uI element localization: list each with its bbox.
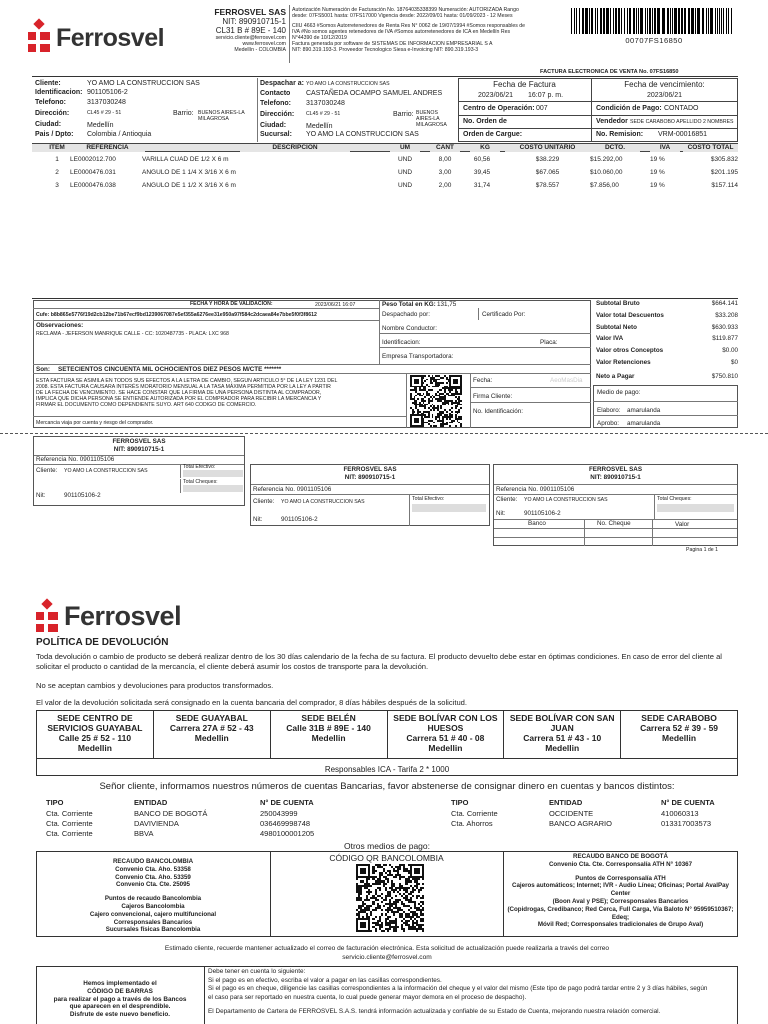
bancolombia-line: Convenio Cta. Cte. 25095	[116, 881, 190, 889]
sede-city: Medellin	[428, 743, 463, 753]
sede-name: SEDE BOLÍVAR CON LOS HUESOS	[393, 713, 498, 733]
company-nit: NIT: 890910715-1	[222, 17, 286, 26]
table-cell: 3	[55, 182, 59, 189]
stub-ref: Referencia No. 0901105106	[36, 456, 115, 463]
table-cell: 2,00	[438, 182, 452, 189]
stub-company: FERROSVEL SAS	[343, 466, 397, 473]
remision: VRM-00016851	[658, 131, 708, 138]
account-cell: DAVIVIENDA	[134, 819, 179, 828]
account-cell: 250043999	[260, 809, 298, 818]
account-cell: OCCIDENTE	[549, 809, 594, 818]
table-cell: $38.229	[535, 156, 560, 163]
column-header: DESCRIPCION	[240, 144, 350, 152]
auth-line: IVA #No somos agentes retenedores de IVA #Somos autorretenedores de ICA en Medellín Res	[292, 29, 511, 35]
client-dir-label: Dirección:	[35, 110, 70, 117]
table-cell: 8,00	[438, 156, 452, 163]
seller: SEDE CARABOBO APELLIDO 2 NOMBRES	[630, 119, 734, 125]
note-line: Si el pago es en cheque, diligencie las casillas correspondientes a la información del cheque y el valor del mismo (Este tipo de pago podrá tardar entre 2 y 3 días hábiles, según	[208, 985, 708, 992]
amount-in-words: SETECIENTOS CINCUENTA MIL OCHOCIENTOS DIEZ PESOS M/CTE *******	[58, 366, 282, 373]
account-header: ENTIDAD	[549, 798, 583, 807]
son-label: Son:	[36, 366, 50, 373]
auth-line: Factura generada por software de SISTEMAS DE INFORMACION EMPRESARIAL S A	[292, 41, 493, 47]
total-label: Subtotal Bruto	[596, 300, 640, 307]
table-cell: 1	[55, 156, 59, 163]
bogota-line: (Boon Aval y PSE); Corresponsales Bancarios	[552, 897, 689, 905]
signature-watermark: AeoMasDia	[550, 377, 583, 384]
contact-label: Contacto	[260, 90, 291, 97]
auth-line: CIIU 4663 #Somos Autorretenedores de Renta Res N° 0062 de 19/07/1994 #Somos responsables de	[292, 23, 526, 29]
validation-label: FECHA Y HORA DE VALIDACION:	[190, 301, 273, 307]
ferrosvel-logo-mark	[28, 20, 50, 54]
bancolombia-line: Puntos de recaudo Bancolombia	[104, 895, 202, 903]
sede-city: Medellin	[311, 733, 346, 743]
approved-by-label: Aprobo:	[597, 420, 620, 427]
account-cell: 036469998748	[260, 819, 311, 828]
stub-client-label: Cliente:	[253, 498, 275, 505]
invoice-barcode	[571, 8, 737, 34]
legal-line: FIRMAR EL DOCUMENTO COMO DEPENDIENTE SUYO. ART 640 CODIGO DE COMERCIO.	[36, 402, 257, 408]
auth-line: Autorización Numeración de Facturación No. 18764035338399 Numeración: AUTORIZADA Rango	[292, 7, 519, 13]
sede-city: Medellin	[77, 743, 112, 753]
table-cell: 31,74	[473, 182, 491, 189]
invoice-date-label: Fecha de Factura	[493, 80, 556, 89]
barcode-promo-line: Disfrute de este nuevo beneficio.	[69, 1011, 171, 1019]
stub-nit: NIT: 890910715-1	[113, 446, 165, 453]
legal-line: 2008. ESTA FACTURA CAUSARA INTERÉS MORATORIO MENSUAL A LA TASA MÁXIMA PERMITIDA POR LA LEY A PARTIR	[36, 384, 331, 390]
note-line: Si el pago es en efectivo, escriba el valor a pagar en las casillas correspondientes.	[208, 976, 442, 984]
stub-cash-field[interactable]	[412, 504, 486, 512]
table-cell: ANGULO DE 1 1/4 X 3/16 X 6 m	[142, 169, 236, 176]
bogota-title: RECAUDO BANCO DE BOGOTÁ	[573, 853, 668, 860]
stub-company: FERROSVEL SAS	[112, 438, 166, 445]
ferrosvel-logo-mark	[36, 600, 58, 634]
bancolombia-line: Corresponsales Bancarios	[113, 918, 193, 926]
total-label: Valor IVA	[596, 335, 624, 343]
table-cell: $10.060,00	[590, 169, 623, 176]
table-cell: $15.292,00	[590, 156, 623, 163]
bogota-line: Convenio Cta. Cte. Corresponsalía ATH N° 10367	[548, 860, 693, 868]
stub-cash-label: Total Efectivo:	[412, 496, 445, 502]
account-cell: 013317003573	[661, 819, 712, 828]
company-block	[200, 7, 286, 53]
client-id-label: Identificacion:	[35, 89, 83, 96]
total-label: Subtotal Neto	[596, 323, 637, 331]
account-header: TIPO	[46, 798, 64, 807]
legal-line: ESTA FACTURA SE ASIMILA EN TODOS SUS EFECTOS A LA LETRA DE CAMBIO, SEGUN ARTICULO 5° DE LA LEY 1231 DEL	[36, 378, 338, 384]
cut-line	[0, 433, 768, 434]
logo-text: Ferrosvel	[64, 601, 182, 631]
approved-by: amarulanda	[627, 420, 661, 427]
column-header: ITEM	[32, 144, 82, 152]
account-cell: BANCO AGRARIO	[549, 819, 612, 828]
sede-name: SEDE BELÉN	[301, 713, 356, 723]
stub-cash-field[interactable]	[183, 470, 243, 477]
client-signature-label: Firma Cliente:	[473, 393, 513, 400]
payment-method-label: Medio de pago:	[597, 389, 641, 396]
legal-line: DE LA FECHA DE VENCIMIENTO. SE HACE CONSTAR QUE LA FIRMA DE UNA PERSONA DISTINTA AL COMPRADOR,	[36, 390, 322, 396]
account-cell: Cta. Corriente	[46, 829, 93, 838]
note-line: el caso para ser reportado en nuestra cuenta, lo cual puede generar mayor demora en el proceso de despacho).	[208, 993, 527, 1001]
barcode-promo-line: Hemos implementado el	[83, 980, 157, 987]
column-header: COSTO TOTAL	[683, 144, 738, 152]
check-number-header: No. Cheque	[597, 520, 631, 527]
account-header: N° DE CUENTA	[260, 798, 314, 807]
cufe: Cufe: b8b865e5776f19d2cb12be71b67ecf9bd1239067087e5ef355a6276ee31e950a97f584c2dcaea84e7bbe5f0f3f8612	[36, 312, 317, 318]
stub-nit: NIT: 890910715-1	[590, 474, 641, 481]
sede-cell	[387, 711, 504, 759]
sign-date-label: Fecha:	[473, 377, 493, 384]
check-bank-header: Banco	[528, 520, 546, 527]
table-cell: 19 %	[650, 169, 665, 176]
stub-checks-field[interactable]	[657, 504, 734, 512]
policy-title: POLÍTICA DE DEVOLUCIÓN	[36, 637, 169, 648]
stub-nit: NIT: 890910715-1	[344, 474, 396, 481]
stub-2	[250, 464, 490, 526]
ship-city-label: Ciudad:	[260, 122, 287, 129]
legal-text	[36, 378, 404, 408]
due-date: 2023/06/21	[646, 92, 683, 99]
table-cell: UND	[397, 169, 413, 176]
company-name: FERROSVEL SAS	[214, 7, 286, 17]
plate-label: Placa:	[540, 339, 558, 346]
sede-cell	[621, 711, 738, 759]
company-city: Medellín - COLOMBIA	[234, 47, 286, 53]
page-number: Pagina 1 de 1	[686, 547, 719, 553]
ship-tel-label: Telefono:	[260, 100, 291, 107]
stub-company: FERROSVEL SAS	[588, 466, 643, 473]
column-header: KG	[470, 144, 500, 152]
account-cell: Cta. Corriente	[451, 809, 498, 818]
accounts-intro: Señor cliente, informamos nuestros números de cuentas Bancarias, favor abstenerse de consignar dinero en cuentas y bancos distintos:	[99, 781, 675, 792]
bancolombia-block	[36, 858, 270, 934]
column-header: CANT	[430, 144, 460, 152]
totals-block	[596, 300, 738, 384]
payment-notes	[208, 968, 736, 1017]
update-text: Estimado cliente, recuerde mantener actualizado el correo de facturación electrónica. Esta solicitud de actualización puede realizarla a través del correo	[164, 945, 610, 952]
ship-dir-label: Dirección:	[260, 111, 295, 118]
table-cell: UND	[397, 156, 413, 163]
auth-line: NIT: 890.319.193-3. Proveedor Tecnologico Siesa e-Invoicing NIT: 890.319.193-3	[292, 47, 479, 53]
stub-nit-value: 901105106-2	[524, 510, 561, 517]
account-cell: BBVA	[134, 829, 154, 838]
table-cell: 60,56	[473, 156, 491, 163]
stub-client: YO AMO LA CONSTRUCCION SAS	[524, 497, 608, 503]
stub-1	[33, 436, 245, 506]
column-header: DCTO.	[590, 144, 640, 152]
other-payments-label: Otros medios de pago:	[344, 841, 430, 851]
total-value: $119.877	[712, 335, 738, 343]
seller-label: Vendedor	[596, 118, 628, 125]
table-cell: $201.195	[710, 169, 738, 176]
barcode-promo-line: CÓDIGO DE BARRAS	[87, 987, 153, 995]
table-cell: UND	[397, 182, 413, 189]
sede-cell	[153, 711, 270, 759]
stub-3	[493, 464, 738, 546]
bancolombia-line: Cajeros Bancolombia	[121, 902, 185, 910]
ship-tel: 3137030248	[306, 100, 345, 107]
bancolombia-line: Cajero convencional, cajero multifuncional	[89, 910, 217, 918]
table-cell: $67.065	[535, 169, 560, 176]
bogota-line: Puntos de Corresponsalía ATH	[575, 874, 666, 882]
sede-cell	[270, 711, 387, 759]
mercancia-note: Mercancia viaja por cuenta y riesgo del comprador.	[36, 420, 154, 426]
stub-client: YO AMO LA CONSTRUCCION SAS	[64, 468, 148, 474]
ship-city: Medellín	[306, 123, 333, 130]
stub-checks-label: Total Cheques:	[657, 496, 692, 502]
table-cell: $157.114	[711, 182, 738, 189]
stub-nit-label: Nit:	[496, 510, 506, 517]
column-header: UM	[390, 144, 420, 152]
table-cell: 19 %	[650, 156, 665, 163]
total-value: $0.00	[722, 347, 738, 355]
stub-ref: Referencia No. 0901105106	[253, 486, 332, 493]
op-center-label: Centro de Operación:	[463, 105, 535, 112]
bancolombia-line: Convenio Cta. Aho. 53358	[115, 865, 191, 873]
total-label: Valor total Descuentos	[596, 311, 664, 319]
barcode-number: 00707FS16850	[625, 36, 683, 45]
ship-label: Despachar a:	[260, 80, 304, 87]
sede-cell	[504, 711, 621, 759]
total-value: $750.810	[711, 372, 738, 380]
observations-label: Observaciones:	[36, 322, 84, 329]
sede-city: Medellin	[662, 733, 697, 743]
sede-name: SEDE CARABOBO	[641, 713, 717, 723]
account-header: ENTIDAD	[134, 798, 168, 807]
client-barrio-label: Barrio:	[173, 110, 194, 117]
sede-city: Medellin	[545, 743, 580, 753]
sede-addr: Calle 31B # 89E - 140	[286, 723, 371, 733]
sede-name: SEDE GUAYABAL	[175, 713, 248, 723]
total-value: $664.141	[711, 300, 738, 307]
total-label: Valor otros Conceptos	[596, 347, 664, 355]
bancolombia-line: Convenio Cta. Aho. 53359	[115, 873, 191, 881]
note-line: El Departamento de Cartera de FERROSVEL S.A.S. tendrá información actualizada y confiable de su Estado de Cuenta, mejorando nuestra relación comercial.	[208, 1008, 661, 1015]
load-order-label: Orden de Cargue:	[463, 131, 523, 138]
table-cell: VARILLA CUAD DE 1/2 X 6 m	[142, 156, 229, 163]
update-note	[36, 945, 738, 962]
stub-nit-value: 901105106-2	[281, 516, 318, 523]
sede-addr: Calle 25 # 52 - 110	[58, 733, 132, 743]
peso: 131,75	[437, 301, 457, 308]
table-cell: 2	[55, 169, 59, 176]
client-barrio: BUENOS AIRES-LA MILAGROSA	[198, 110, 245, 122]
account-cell: Cta. Corriente	[46, 809, 93, 818]
sede-city: Medellin	[194, 733, 229, 743]
dispatched-by-label: Despachado por:	[382, 311, 430, 318]
table-cell: LE0002012.700	[70, 156, 116, 163]
logo-text: Ferrosvel	[56, 24, 165, 52]
bogota-line: Cajeros automáticos; Internet; IVR - Audio Línea; Oficinas; Portal AvalPay Center	[512, 882, 729, 898]
observations: RECLAMA - JEFERSON MANRIQUE CALLE - CC: 1020487735 - PLACA: LXC 968	[36, 331, 229, 337]
stub-client-label: Cliente:	[496, 496, 518, 503]
bogota-line: Móvil Red; Corresponsales tradicionales de Grupo Aval)	[537, 921, 704, 929]
due-date-label: Fecha de vencimiento:	[624, 80, 705, 89]
auth-line: desde: 07FS5001 hasta: 07FS17000 Vigencia desde: 2022/09/01 hasta: 01/09/2023 - 12 Meses	[292, 13, 513, 19]
stub-client: YO AMO LA CONSTRUCCION SAS	[281, 499, 365, 505]
stub-checks-field[interactable]	[183, 485, 243, 492]
bogota-line: (Copidrogas, Credibanco; Red Cerca, Full Carga, Vía Baloto N° 95959510367; Edeq;	[507, 905, 734, 921]
total-value: $630.933	[711, 323, 738, 331]
sede-addr: Carrera 51 # 43 - 10	[523, 733, 602, 743]
stub-ref: Referencia No. 0901105106	[496, 486, 575, 493]
ship-dir: CL45 # 29 - 51	[306, 111, 341, 117]
company-email: servicio.cliente@ferrosvel.com	[215, 35, 286, 41]
invoice-date: 2023/06/21	[478, 92, 514, 99]
table-cell: LE0000476.031	[70, 169, 116, 176]
ica-note: Responsables ICA - Tarifa 2 * 1000	[324, 765, 450, 774]
column-header: COSTO UNITARIO	[505, 144, 590, 152]
client-city-label: Ciudad:	[35, 121, 62, 128]
ship-barrio-label: Barrio:	[393, 111, 414, 118]
driver-id-label: Identificacion:	[382, 339, 421, 346]
account-cell: Cta. Corriente	[46, 819, 93, 828]
branch-label: Sucursal:	[260, 131, 292, 138]
authorization-text	[292, 7, 562, 53]
payment-cond: CONTADO	[664, 105, 699, 112]
account-cell: BANCO DE BOGOTÁ	[134, 809, 208, 818]
invoice-time: 16:07 p. m.	[528, 92, 564, 99]
client-city: Medellín	[87, 122, 114, 129]
sede-name: SEDE CENTRO DE SERVICIOS GUAYABAL	[47, 713, 143, 733]
bancolombia-qr-code	[356, 864, 424, 932]
doc-title: FACTURA ELECTRONICA DE VENTA No. 07FS16850	[540, 69, 679, 75]
table-cell: $305.832	[710, 156, 738, 163]
validation-value: 2023/06/21 16:07	[315, 302, 356, 308]
stub-checks-label: Total Cheques:	[183, 479, 218, 485]
note-line: Debe tener en cuenta lo siguiente:	[208, 968, 306, 975]
table-cell: 39,45	[473, 169, 491, 176]
contact-name: CASTAÑEDA OCAMPO SAMUEL ANDRES	[306, 90, 443, 97]
transport-company-label: Empresa Transportadora:	[382, 353, 454, 360]
sede-name: SEDE BOLÍVAR CON SAN JUAN	[509, 713, 615, 733]
client-name: YO AMO LA CONSTRUCCION SAS	[87, 80, 200, 87]
table-cell: ANGULO DE 1 1/2 X 3/16 X 6 m	[142, 182, 236, 189]
sede-addr: Carrera 51 # 40 - 08	[406, 733, 485, 743]
policy-paragraph-2: No se aceptan cambios y devoluciones para productos transformados.	[36, 681, 274, 690]
barcode-promo-line: que aparecen en el desprendible.	[69, 1003, 171, 1011]
bancolombia-line: Sucursales físicas Bancolombia	[105, 926, 201, 934]
table-cell: LE0000476.038	[70, 182, 116, 189]
column-header: IVA	[650, 144, 680, 152]
sign-id-label: No. Identificación:	[473, 408, 524, 415]
account-header: TIPO	[451, 798, 469, 807]
table-cell: $7.856,00	[590, 182, 619, 189]
stub-nit-label: Nit:	[253, 516, 263, 523]
bogota-block	[503, 853, 738, 929]
client-tel: 3137030248	[87, 99, 126, 106]
policy-paragraph-1: Toda devolución o cambio de producto se deberá realizar dentro de los 30 días calendario de la fecha de su factura. El producto devuelto debe estar en óptimas condiciones. En caso de error del cliente al solicitar el producto o cantidad de la mercancía, el cliente deberá asumir los costos de transporte para la devolución.	[36, 652, 722, 671]
account-cell: 410060313	[661, 809, 699, 818]
driver-label: Nombre Conductor:	[382, 325, 437, 332]
prepared-by: amarulanda	[627, 407, 661, 414]
column-header: REFERENCIA	[70, 144, 145, 152]
table-cell: $78.557	[535, 182, 560, 189]
update-email: servicio.cliente@ferrosvel.com	[342, 953, 432, 961]
policy-paragraph-3: El valor de la devolución solicitada será consignado en la cuenta bancaria del comprador, 8 días hábiles después de la solicitud.	[36, 698, 468, 707]
prepared-by-label: Elaboro:	[597, 407, 621, 414]
table-cell: 19 %	[650, 182, 665, 189]
sede-cell	[37, 711, 154, 759]
sede-addr: Carrera 52 # 39 - 59	[640, 723, 719, 733]
total-value: $0	[730, 359, 738, 366]
account-cell: 4980100001205	[260, 829, 315, 838]
auth-line: N°44390 de 10/12/2019	[292, 35, 347, 41]
client-dir: CL45 # 29 - 51	[87, 110, 122, 116]
account-cell: Cta. Ahorros	[451, 819, 493, 828]
peso-label: Peso Total en KG:	[382, 301, 436, 308]
ship-barrio: BUENOS AIRES-LA MILAGROSA	[416, 110, 447, 128]
table-cell: 3,00	[438, 169, 452, 176]
stub-cash-label: Total Efectivo:	[183, 464, 216, 470]
total-label: Neto a Pagar	[596, 372, 635, 380]
certified-by-label: Certificado Por:	[482, 311, 526, 318]
qr-bancolombia-title: CÓDIGO QR BANCOLOMBIA	[329, 853, 444, 863]
invoice-qr-code	[410, 375, 462, 427]
ship-to: YO AMO LA CONSTRUCCION SAS	[306, 81, 390, 87]
stub-nit-label: Nit:	[36, 492, 46, 499]
sede-addr: Carrera 27A # 52 - 43	[169, 723, 254, 733]
bancolombia-title: RECAUDO BANCOLOMBIA	[112, 858, 194, 865]
remision-label: No. Remision:	[596, 131, 644, 138]
barcode-promo-line: para realizar el pago a través de los Bancos	[53, 995, 187, 1003]
client-tel-label: Telefono:	[35, 99, 66, 106]
total-label: Valor Retenciones	[596, 359, 651, 366]
op-center: 007	[536, 105, 548, 112]
branch-name: YO AMO LA CONSTRUCCION SAS	[306, 131, 419, 138]
total-value: $33.208	[715, 311, 738, 319]
client-country-label: Pais / Dpto:	[35, 131, 74, 138]
company-web: www.ferrosvel.com	[242, 41, 286, 47]
stub-client-label: Cliente:	[36, 467, 58, 474]
barcode-promo	[36, 980, 204, 1019]
client-label: Cliente:	[35, 80, 61, 87]
stub-nit-value: 901105106-2	[64, 492, 101, 499]
payment-cond-label: Condición de Pago:	[596, 105, 662, 112]
legal-line: IMPLICA QUE DICHA PERSONA SE ENTIENDE AUTORIZADA POR EL COMPRADOR PARA RECIBIR LA MERCANCIA Y	[36, 396, 322, 402]
client-country: Colombia / Antioquia	[87, 131, 152, 138]
order-label: No. Orden de	[463, 118, 507, 125]
check-value-header: Valor	[675, 521, 690, 528]
company-address: CL31 B # 89E - 140	[215, 26, 286, 35]
sedes-table	[36, 710, 738, 759]
account-header: N° DE CUENTA	[661, 798, 715, 807]
client-id: 901105106-2	[87, 89, 128, 96]
